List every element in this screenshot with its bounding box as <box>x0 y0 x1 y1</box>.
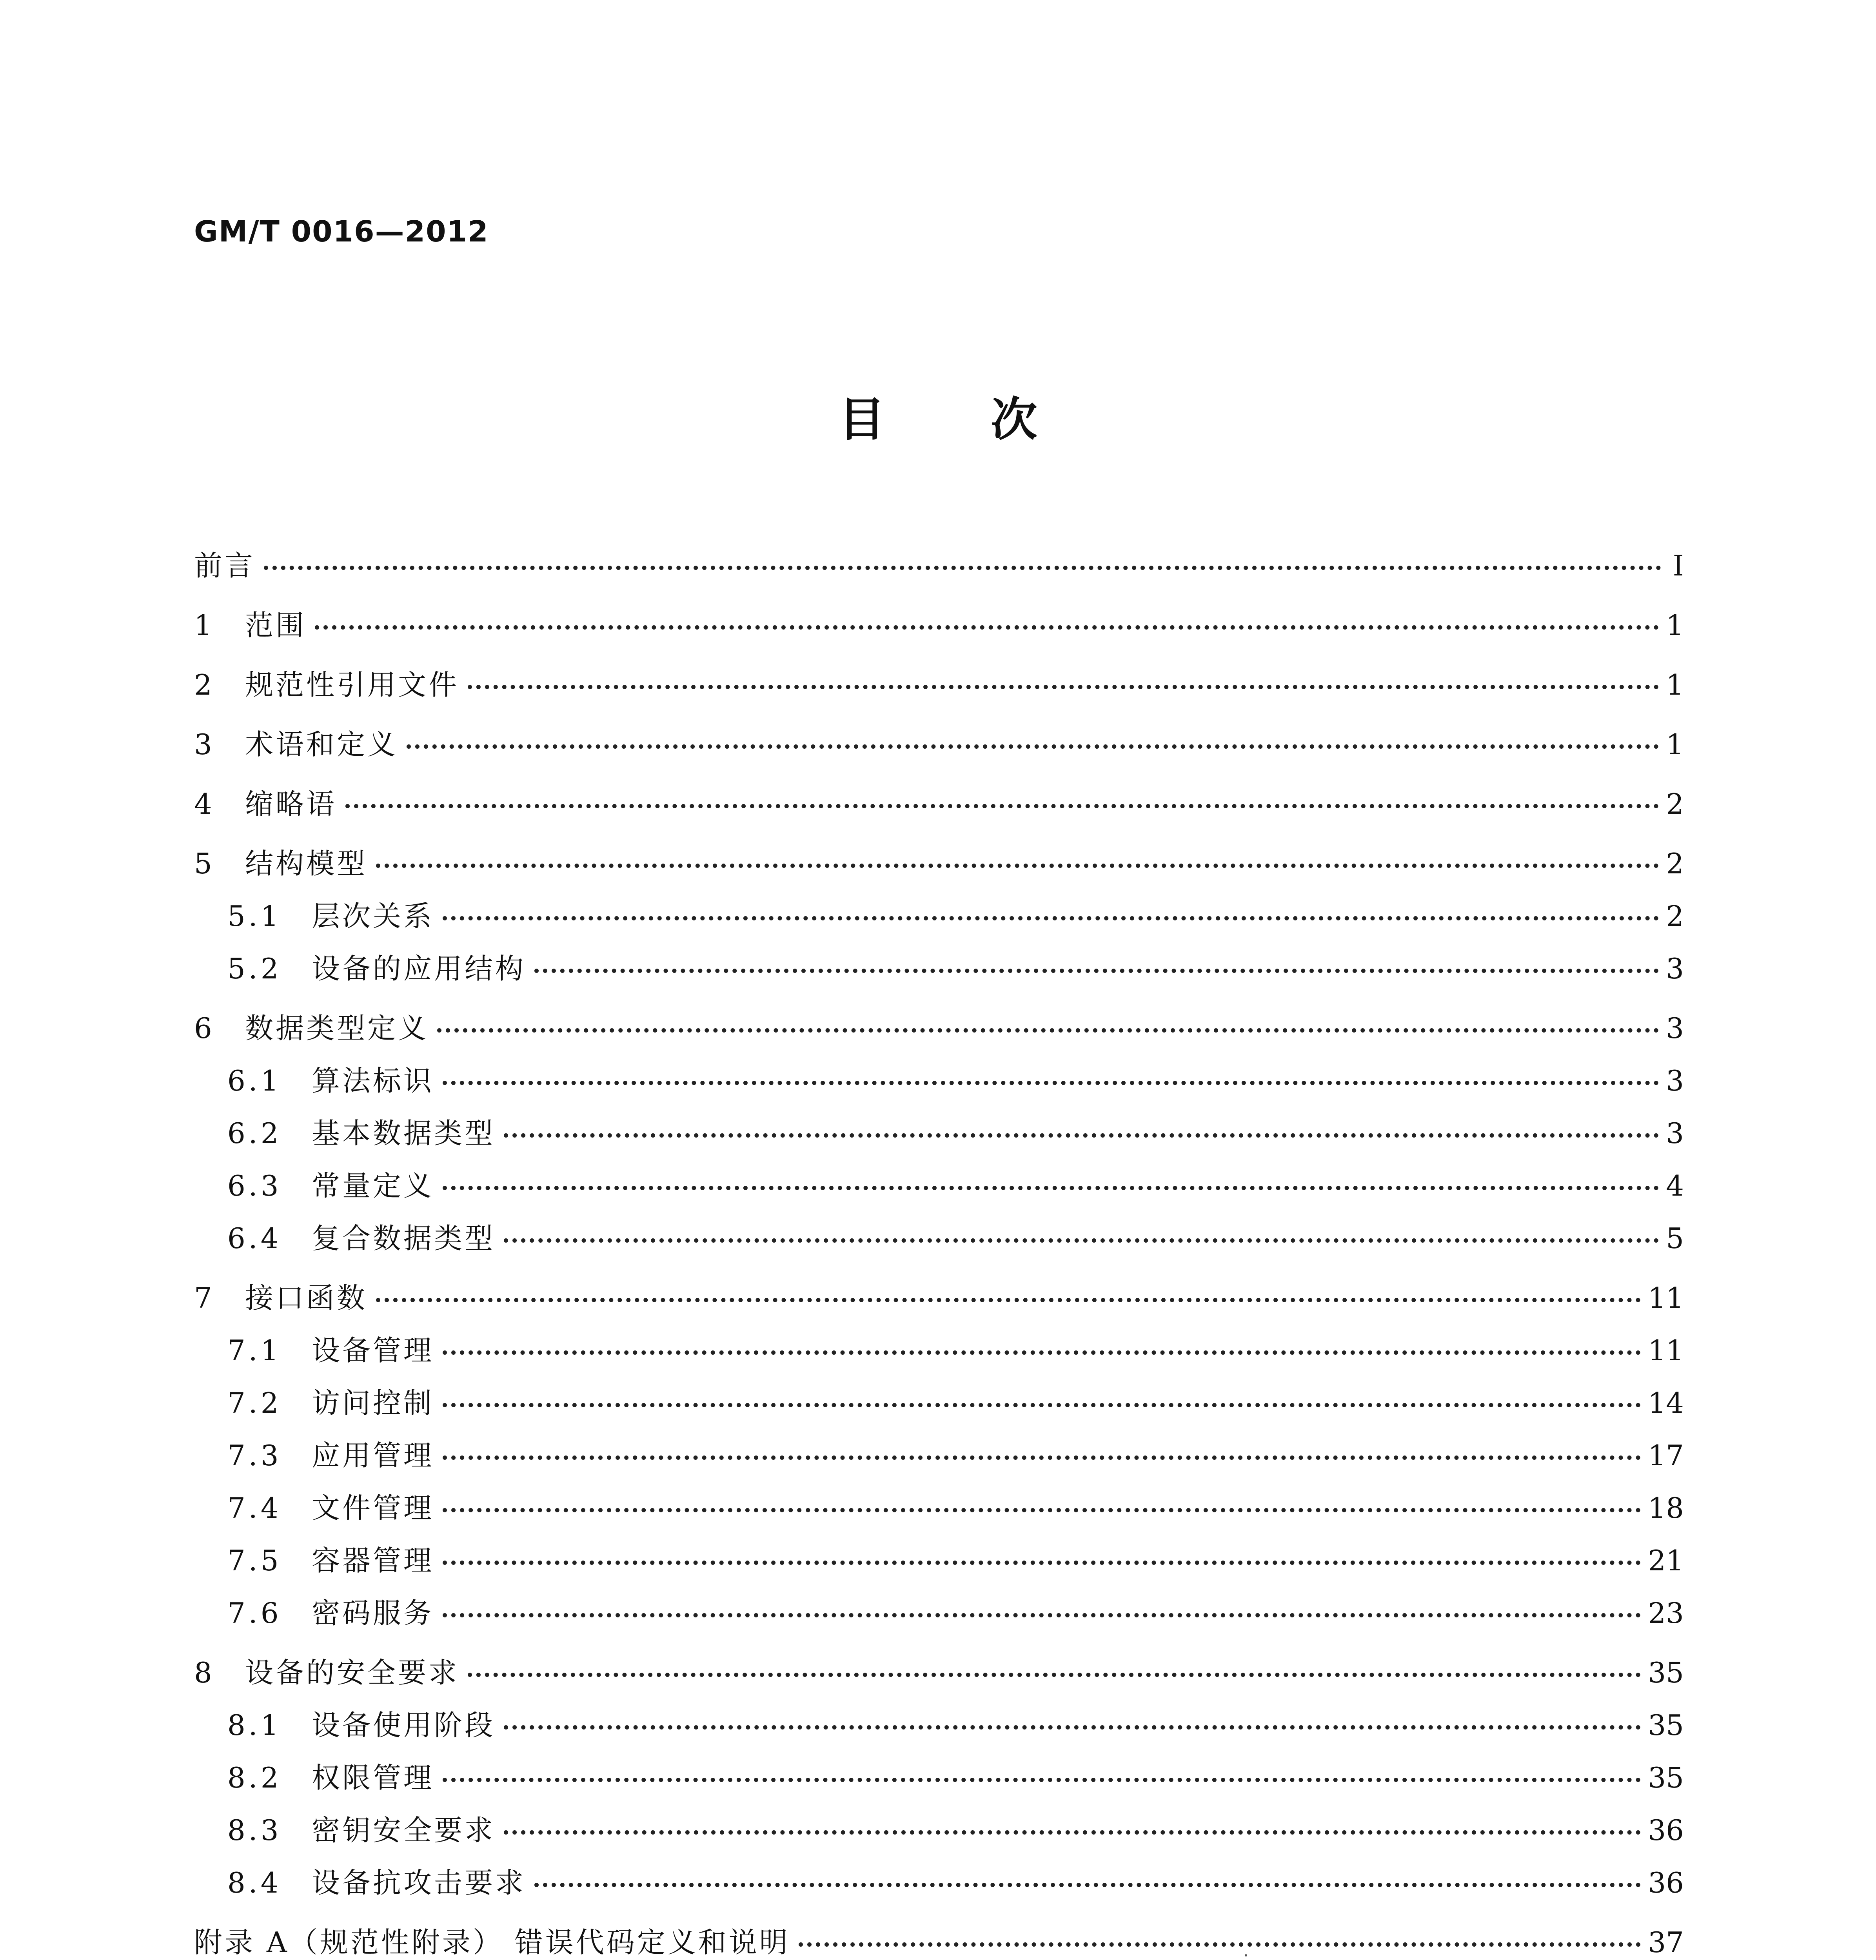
toc-dot-leader <box>534 969 1659 973</box>
toc-entry-page: 21 <box>1648 1544 1684 1577</box>
toc-entry-number: 6.2 <box>227 1117 282 1150</box>
table-of-contents <box>194 543 1684 1960</box>
toc-dot-leader <box>437 1028 1659 1033</box>
toc-entry-number: 1 <box>194 609 215 642</box>
toc-dot-leader <box>504 1133 1659 1138</box>
toc-entry-page: 18 <box>1648 1492 1684 1524</box>
toc-dot-leader <box>315 625 1659 630</box>
toc-entry-page: 3 <box>1666 1117 1684 1150</box>
toc-dot-leader <box>468 1673 1641 1677</box>
toc-dot-leader <box>443 1350 1641 1355</box>
toc-dot-leader <box>443 1403 1641 1407</box>
toc-entry-page: 2 <box>1666 788 1684 820</box>
toc-entry-page: 1 <box>1666 728 1684 761</box>
toc-entry[interactable] <box>194 1433 1684 1474</box>
toc-entry-label: 数据类型定义 <box>245 1012 429 1045</box>
toc-dot-leader <box>345 804 1659 808</box>
toc-entry-number: 5 <box>194 847 215 880</box>
toc-entry-number: 4 <box>194 788 215 820</box>
toc-entry-number: 7.1 <box>227 1334 282 1367</box>
toc-entry-number: 7.2 <box>227 1387 282 1419</box>
toc-entry-label: 设备抗攻击要求 <box>312 1866 526 1899</box>
toc-entry-number: 6 <box>194 1012 215 1045</box>
toc-dot-leader <box>443 1455 1641 1460</box>
toc-entry-number: 6.1 <box>227 1064 282 1097</box>
toc-entry[interactable] <box>194 1860 1684 1901</box>
toc-entry-number: 7.4 <box>227 1492 282 1524</box>
toc-dot-leader <box>504 1238 1659 1243</box>
toc-entry-page: 36 <box>1648 1866 1684 1899</box>
toc-heading-char-2: 次 <box>991 392 1037 446</box>
toc-dot-leader <box>376 1298 1641 1302</box>
toc-entry-page: 3 <box>1666 952 1684 985</box>
toc-entry-label: 设备使用阶段 <box>312 1709 496 1742</box>
toc-entry-label: 应用管理 <box>312 1439 434 1472</box>
toc-entry-label: 层次关系 <box>312 900 434 933</box>
toc-entry[interactable] <box>194 1328 1684 1368</box>
toc-entry[interactable] <box>194 1538 1684 1579</box>
toc-entry-label: 常量定义 <box>312 1169 434 1202</box>
toc-entry-page: 36 <box>1648 1814 1684 1847</box>
toc-dot-leader <box>799 1942 1641 1947</box>
toc-entry-page: 37 <box>1648 1926 1684 1959</box>
toc-entry-number: 7.3 <box>227 1439 282 1472</box>
document-id: GM/T 0016—2012 <box>194 215 489 249</box>
toc-entry-label: 复合数据类型 <box>312 1222 496 1255</box>
toc-entry-page: 2 <box>1666 900 1684 933</box>
toc-dot-leader <box>443 1613 1641 1617</box>
toc-entry-number: 8.3 <box>227 1814 282 1847</box>
toc-entry-label: 设备的应用结构 <box>312 952 526 985</box>
toc-dot-leader <box>443 1081 1659 1085</box>
toc-entry[interactable] <box>194 1275 1684 1316</box>
toc-entry-page: 2 <box>1666 847 1684 880</box>
toc-dot-leader <box>376 864 1659 868</box>
toc-entry-number: 3 <box>194 728 215 761</box>
toc-entry-label: 容器管理 <box>312 1544 434 1577</box>
toc-entry[interactable] <box>194 1808 1684 1848</box>
toc-dot-leader <box>504 1830 1641 1835</box>
scan-speck <box>1245 1954 1247 1956</box>
toc-entry-label: 设备管理 <box>312 1334 434 1367</box>
toc-dot-leader <box>443 916 1659 920</box>
toc-entry-label: 范围 <box>245 609 307 642</box>
toc-entry-page: 35 <box>1648 1709 1684 1742</box>
toc-entry-page: 17 <box>1648 1439 1684 1472</box>
toc-entry-label: 规范性引用文件 <box>245 668 459 701</box>
toc-entry-label: 密码服务 <box>312 1597 434 1630</box>
toc-entry-page: 14 <box>1648 1387 1684 1419</box>
toc-entry-page: Ⅰ <box>1673 549 1684 582</box>
toc-dot-leader <box>407 744 1659 749</box>
toc-entry[interactable] <box>194 1380 1684 1421</box>
toc-entry-number: 8.2 <box>227 1761 282 1794</box>
toc-entry-number: 5.2 <box>227 952 282 985</box>
toc-entry-page: 23 <box>1648 1597 1684 1630</box>
toc-entry-label: 权限管理 <box>312 1761 434 1794</box>
toc-entry-label: 基本数据类型 <box>312 1117 496 1150</box>
toc-entry-page: 5 <box>1666 1222 1684 1255</box>
toc-entry-page: 3 <box>1666 1064 1684 1097</box>
toc-entry[interactable] <box>194 1920 1684 1960</box>
toc-entry-page: 11 <box>1648 1281 1684 1314</box>
toc-entry-number: 7 <box>194 1281 215 1314</box>
toc-dot-leader <box>504 1725 1641 1730</box>
toc-entry-number: 5.1 <box>227 900 282 933</box>
toc-entry-number: 8.1 <box>227 1709 282 1742</box>
toc-entry-page: 3 <box>1666 1012 1684 1045</box>
toc-entry-label: 前言 <box>194 549 256 582</box>
toc-entry-label: 接口函数 <box>245 1281 368 1314</box>
toc-dot-leader <box>468 685 1659 689</box>
toc-entry[interactable] <box>194 841 1684 882</box>
toc-entry-number: 7.6 <box>227 1597 282 1630</box>
toc-entry-page: 35 <box>1648 1761 1684 1794</box>
toc-entry-page: 35 <box>1648 1656 1684 1689</box>
toc-entry-number: 6.3 <box>227 1169 282 1202</box>
toc-entry[interactable] <box>194 1216 1684 1256</box>
toc-dot-leader <box>264 566 1661 570</box>
toc-entry-number: 2 <box>194 668 215 701</box>
toc-entry-label: 设备的安全要求 <box>245 1656 459 1689</box>
toc-entry-page: 4 <box>1666 1169 1684 1202</box>
toc-entry[interactable] <box>194 1005 1684 1046</box>
toc-entry[interactable] <box>194 543 1684 584</box>
toc-entry-page: 1 <box>1666 609 1684 642</box>
toc-entry-label: 术语和定义 <box>245 728 398 761</box>
toc-entry[interactable] <box>194 893 1684 934</box>
toc-dot-leader <box>443 1186 1659 1190</box>
toc-entry[interactable] <box>194 1163 1684 1204</box>
toc-dot-leader <box>443 1561 1641 1565</box>
toc-dot-leader <box>443 1778 1641 1782</box>
toc-entry-page: 1 <box>1666 668 1684 701</box>
toc-entry-number: 8.4 <box>227 1866 282 1899</box>
toc-entry-number: 8 <box>194 1656 215 1689</box>
toc-entry-label: 结构模型 <box>245 847 368 880</box>
toc-entry[interactable] <box>194 1702 1684 1743</box>
toc-heading-char-1: 目 <box>839 392 885 446</box>
toc-entry-page: 11 <box>1648 1334 1684 1367</box>
toc-entry[interactable] <box>194 662 1684 703</box>
toc-entry[interactable] <box>194 946 1684 987</box>
toc-entry[interactable] <box>194 781 1684 822</box>
toc-entry-number: 7.5 <box>227 1544 282 1577</box>
toc-entry-number: 6.4 <box>227 1222 282 1255</box>
toc-dot-leader <box>534 1883 1641 1887</box>
toc-entry[interactable] <box>194 1111 1684 1151</box>
toc-dot-leader <box>443 1508 1641 1512</box>
toc-entry-label: 密钥安全要求 <box>312 1814 496 1847</box>
toc-entry[interactable] <box>194 1485 1684 1526</box>
toc-entry[interactable] <box>194 722 1684 762</box>
toc-entry[interactable] <box>194 1650 1684 1691</box>
toc-entry-label: 算法标识 <box>312 1064 434 1097</box>
toc-entry-label: 访问控制 <box>312 1387 434 1419</box>
toc-entry-label: 缩略语 <box>245 788 337 820</box>
toc-entry[interactable] <box>194 1755 1684 1796</box>
toc-entry[interactable] <box>194 1590 1684 1631</box>
toc-entry[interactable] <box>194 1058 1684 1099</box>
toc-heading <box>0 382 1876 449</box>
toc-entry-label: 附录 A（规范性附录） 错误代码定义和说明 <box>194 1926 790 1959</box>
toc-entry[interactable] <box>194 603 1684 643</box>
toc-entry-label: 文件管理 <box>312 1492 434 1524</box>
